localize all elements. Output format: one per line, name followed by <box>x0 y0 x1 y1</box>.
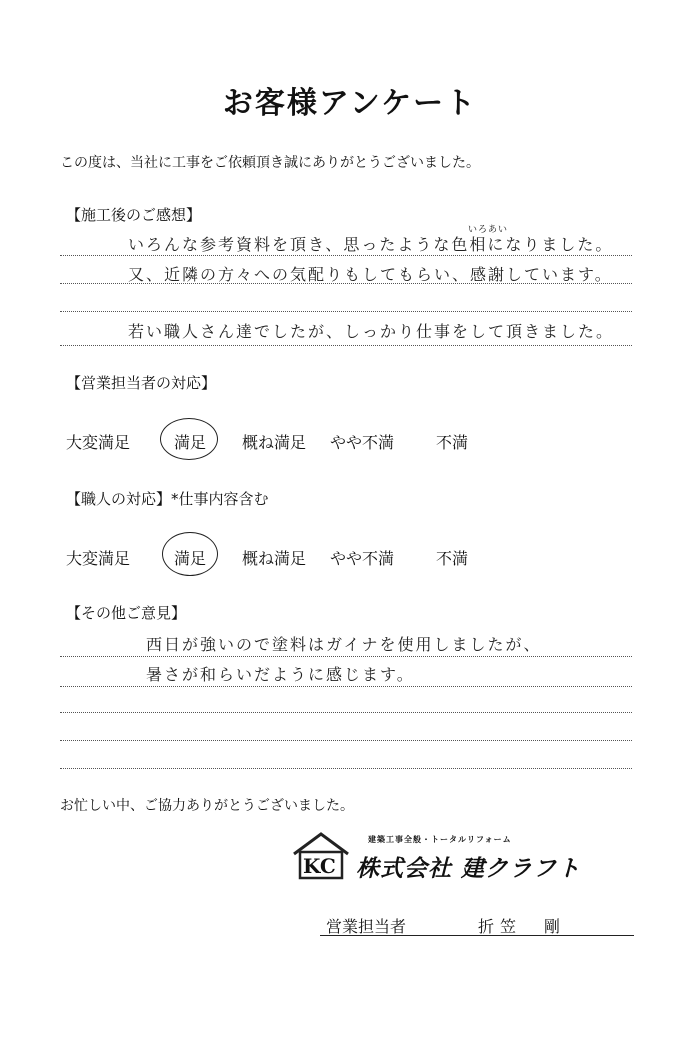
handwritten-line: 又、近隣の方々への気配りもしてもらい、感謝しています。 <box>128 265 613 284</box>
logo-initials: KC <box>303 854 336 878</box>
handwritten-line: 西日が強いので塗料はガイナを使用しましたが、 <box>146 635 542 654</box>
company-tagline: 建築工事全般・トータルリフォーム <box>368 835 512 844</box>
rating-option-satisfied: 満足 <box>174 433 207 452</box>
intro-text: この度は、当社に工事をご依頼頂き誠にありがとうございました。 <box>60 155 480 171</box>
signature-name: 折笠 剛 <box>478 917 567 936</box>
furigana-note: いろあい <box>468 225 509 235</box>
rating-option-very-satisfied: 大変満足 <box>66 433 131 452</box>
rating-option-mostly-satisfied: 概ね満足 <box>242 549 307 568</box>
ruled-line <box>60 345 632 346</box>
rating-option-very-satisfied: 大変満足 <box>66 549 131 568</box>
section-heading-sales-response: 【営業担当者の対応】 <box>66 374 217 392</box>
handwritten-line: 暑さが和らいだように感じます。 <box>146 665 415 684</box>
ruled-line <box>60 686 632 687</box>
handwritten-line: いろんな参考資料を頂き、思ったような色相になりました。 <box>128 235 614 254</box>
rating-option-somewhat-dissatisfied: やや不満 <box>330 433 395 452</box>
rating-option-satisfied: 満足 <box>174 549 207 568</box>
selected-circle-mark <box>160 418 218 460</box>
rating-option-somewhat-dissatisfied: やや不満 <box>330 549 395 568</box>
handwritten-line: 若い職人さん達でしたが、しっかり仕事をして頂きました。 <box>128 322 615 341</box>
company-logo-mark <box>290 830 352 882</box>
ruled-line <box>60 768 632 769</box>
ruled-line <box>60 656 632 657</box>
rating-option-mostly-satisfied: 概ね満足 <box>242 433 307 452</box>
rating-option-dissatisfied: 不満 <box>436 549 469 568</box>
ruled-line <box>60 255 632 256</box>
ruled-line <box>60 740 632 741</box>
ruled-line <box>60 311 632 312</box>
selected-circle-mark <box>162 532 218 576</box>
thank-you-text: お忙しい中、ご協力ありがとうございました。 <box>60 798 354 814</box>
signature-label: 営業担当者 <box>326 917 407 936</box>
ruled-line <box>60 712 632 713</box>
section-heading-other-comments: 【その他ご意見】 <box>66 604 187 622</box>
section-heading-craftsman-response: 【職人の対応】*仕事内容含む <box>66 490 269 508</box>
page-title: お客様アンケート <box>222 86 478 121</box>
company-name: 株式会社 建クラフト <box>356 856 582 882</box>
rating-option-dissatisfied: 不満 <box>436 433 469 452</box>
signature-line <box>320 935 634 936</box>
section-heading-impressions: 【施工後のご感想】 <box>66 206 202 224</box>
